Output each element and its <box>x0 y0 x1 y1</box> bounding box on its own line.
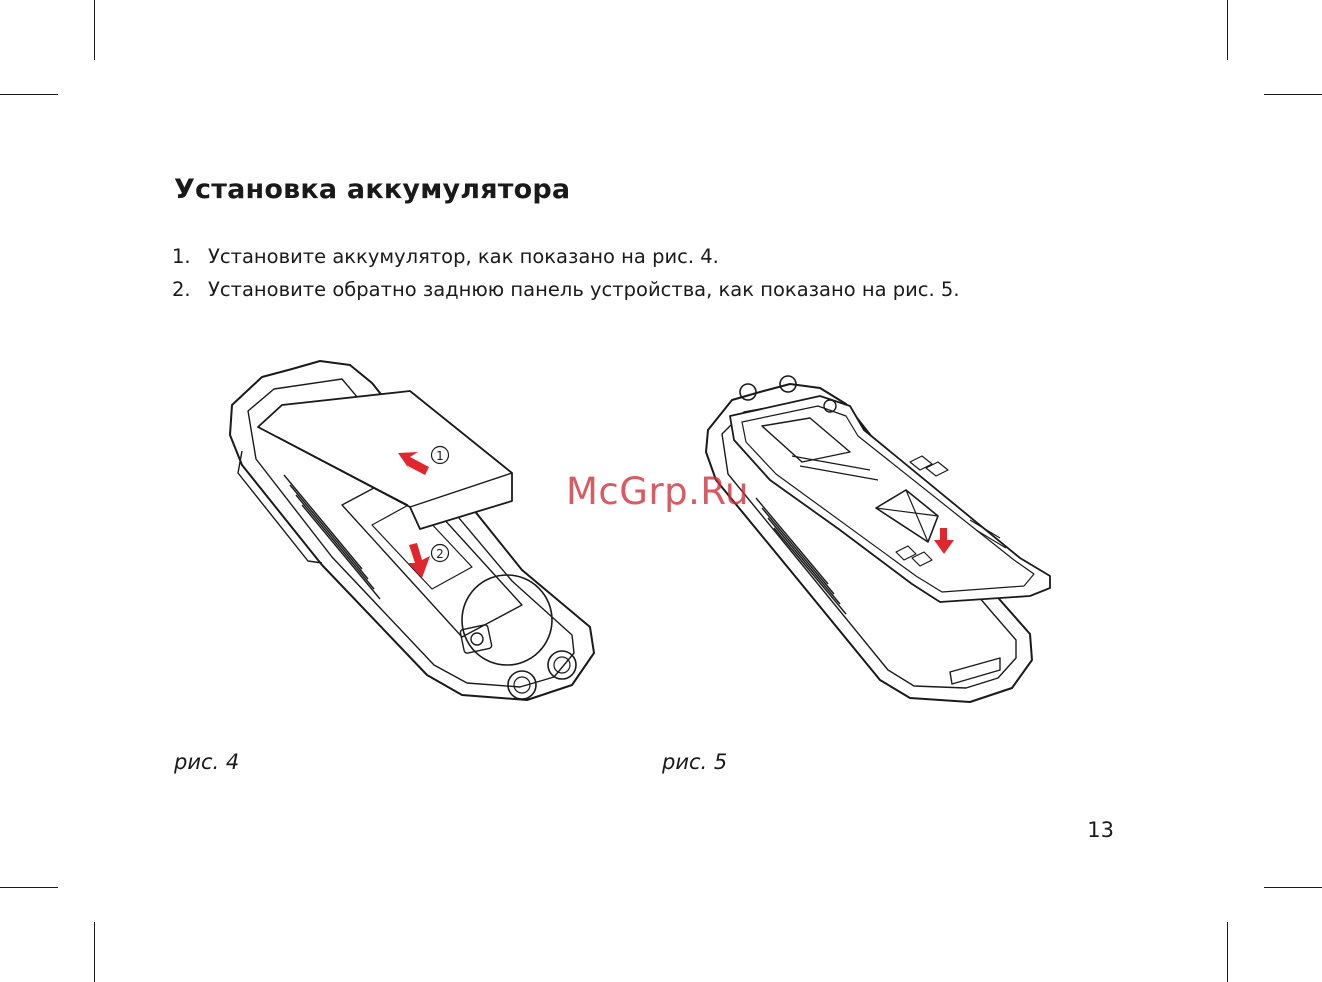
crop-mark <box>94 922 95 982</box>
section-title: Установка аккумулятора <box>174 174 571 205</box>
crop-mark <box>1264 94 1322 95</box>
marker-1 <box>432 447 449 464</box>
crop-mark <box>94 0 95 60</box>
figure-battery-install <box>222 355 602 700</box>
step-number: 2. <box>172 278 191 301</box>
phone-back-cover-illustration <box>706 376 1050 702</box>
arrow-down-icon <box>408 543 430 578</box>
crop-mark <box>1227 0 1228 60</box>
instruction-step <box>172 240 960 273</box>
step-text: Установите обратно заднюю панель устройства, как показано на рис. 5. <box>208 278 960 301</box>
phone-battery-illustration <box>230 361 594 700</box>
watermark: McGrp.Ru <box>566 470 749 513</box>
crop-mark <box>1227 922 1228 982</box>
marker-2-label: 2 <box>436 547 444 561</box>
crop-mark <box>0 94 58 95</box>
crop-mark <box>0 887 58 888</box>
step-number: 1. <box>172 245 191 268</box>
marker-1-label: 1 <box>436 449 444 463</box>
marker-2 <box>432 545 449 562</box>
figure-cover-install <box>700 370 1060 705</box>
instruction-list <box>172 240 960 306</box>
figure-caption-4: рис. 4 <box>174 750 240 774</box>
figure-caption-5: рис. 5 <box>662 750 728 774</box>
page-number: 13 <box>1087 818 1114 842</box>
step-text: Установите аккумулятор, как показано на рис. 4. <box>208 245 719 268</box>
instruction-step <box>172 273 960 306</box>
crop-mark <box>1264 887 1322 888</box>
